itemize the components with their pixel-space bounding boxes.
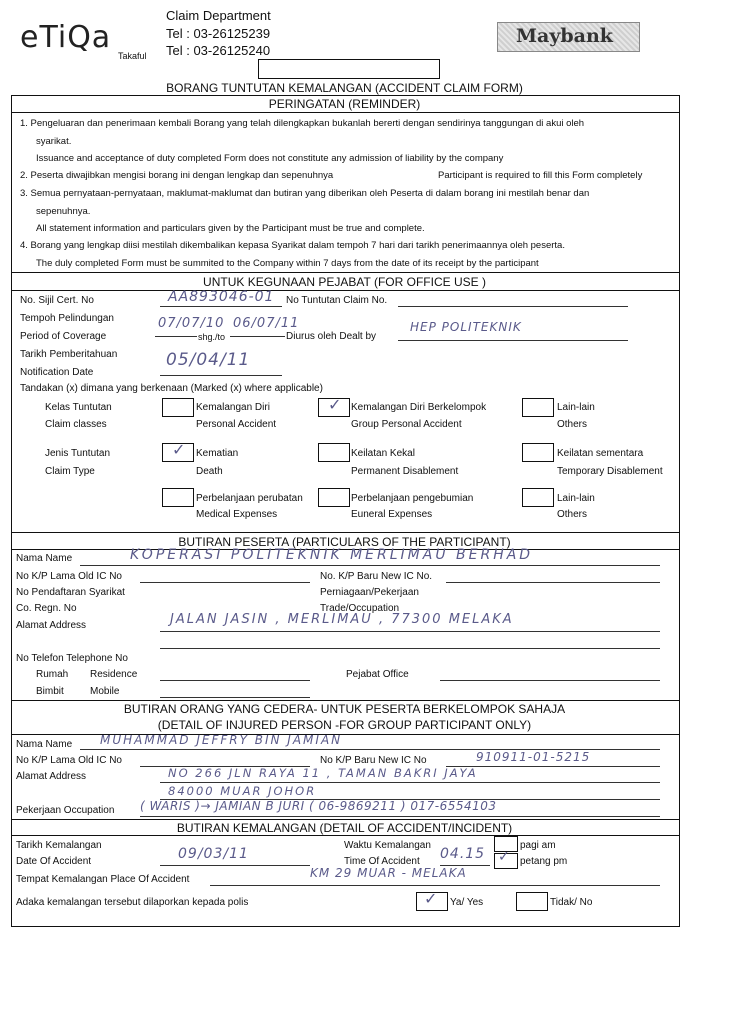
office-title: UNTUK KEGUNAAN PEJABAT (FOR OFFICE USE )	[203, 275, 486, 289]
divider	[11, 532, 679, 533]
yes-label: Ya/ Yes	[450, 897, 484, 908]
divider	[11, 835, 679, 836]
divider	[11, 272, 679, 273]
divider	[11, 700, 679, 701]
reminder-1a: 1. Pengeluaran dan penerimaan kembali Borang yang telah dilengkapkan bukanlah bererti dengan sendirinya tanggungan di akui oleh	[20, 118, 585, 129]
logo-subtitle: Takaful	[118, 51, 147, 61]
company-reg-label-en: Co. Regn. No	[16, 603, 77, 614]
injured-occupation-value[interactable]: ( WARIS )→ JAMIAN B JURI ( 06-9869211 ) 017-6554103	[140, 799, 497, 813]
reminder-2b: Participant is required to fill this Form completely	[438, 170, 643, 181]
reference-box[interactable]	[258, 59, 440, 79]
office-phone-label: Pejabat Office	[346, 669, 409, 680]
reminder-title: PERINGATAN (REMINDER)	[268, 97, 421, 111]
dealt-value[interactable]: HEP POLITEKNIK	[410, 320, 522, 334]
accident-time-label-en: Time Of Accident	[344, 856, 420, 867]
claim-no-underline[interactable]	[398, 306, 628, 307]
opt-medical: Perbelanjaan perubatan	[196, 493, 303, 504]
tick-mark: ✓	[172, 440, 186, 459]
accident-place-label: Tempat Kemalangan Place Of Accident	[16, 874, 190, 885]
checkbox-medical[interactable]	[162, 488, 194, 507]
divider	[11, 819, 679, 820]
telephone-label: No Telefon Telephone No	[16, 653, 128, 664]
am-label: pagi am	[520, 840, 556, 851]
divider	[11, 290, 679, 291]
underline	[160, 631, 660, 632]
checkbox-personal-accident[interactable]	[162, 398, 194, 417]
underline	[398, 340, 628, 341]
to-label: shg./to	[198, 332, 226, 342]
opt-gpa: Kemalangan Diri Berkelompok	[351, 402, 487, 413]
tick-mark: ✓	[498, 849, 510, 865]
opt-td: Keilatan sementara	[557, 448, 644, 459]
underline	[160, 375, 282, 376]
checkbox-funeral[interactable]	[318, 488, 350, 507]
reminder-4b: The duly completed Form must be summited to the Company within 7 days from the date of its receipt by the participant	[36, 258, 539, 269]
underline	[80, 565, 660, 566]
notif-label-en: Notification Date	[20, 367, 94, 378]
opt-others-2-en: Others	[557, 509, 588, 520]
claim-type-label-en: Claim Type	[45, 466, 95, 477]
phone-1: Tel : 03-26125239	[166, 26, 271, 41]
accident-date-label: Tarikh Kemalangan	[16, 840, 102, 851]
tick-mark: ✓	[328, 395, 342, 414]
underline	[446, 766, 660, 767]
checkbox-temporary-disablement[interactable]	[522, 443, 554, 462]
opt-funeral-en: Euneral Expenses	[351, 509, 433, 520]
underline	[210, 885, 660, 886]
accident-time-value[interactable]: 04.15	[440, 846, 486, 862]
underline	[160, 865, 310, 866]
opt-others-2: Lain-lain	[557, 493, 595, 504]
accident-place-value[interactable]: KM 29 MUAR - MELAKA	[310, 866, 467, 880]
trade-label: Perniagaan/Pekerjaan	[320, 587, 419, 598]
divider	[11, 112, 679, 113]
reminder-2a: 2. Peserta diwajibkan mengisi borang ini dengan lengkap dan sepenuhnya	[20, 170, 334, 181]
injured-address-2[interactable]: 84000 MUAR JOHOR	[168, 784, 317, 798]
injured-new-ic-label: No K/P Baru New IC No	[320, 755, 427, 766]
company-reg-label: No Pendaftaran Syarikat	[16, 587, 125, 598]
opt-others-en: Others	[557, 419, 588, 430]
opt-td-en: Temporary Disablement	[557, 466, 663, 477]
opt-medical-en: Medical Expenses	[196, 509, 278, 520]
reminder-1b: syarikat.	[36, 136, 72, 147]
maybank-logo-text: Maybank	[516, 25, 613, 47]
notif-label: Tarikh Pemberitahuan	[20, 349, 118, 360]
injured-name-value[interactable]: MUHAMMAD JEFFRY BIN JAMIAN	[100, 733, 343, 747]
participant-address-label: Alamat Address	[16, 620, 87, 631]
underline	[160, 697, 310, 698]
form-title: BORANG TUNTUTAN KEMALANGAN (ACCIDENT CLAIM FORM)	[166, 81, 523, 95]
rumah-label: Rumah	[36, 669, 69, 680]
opt-pd-en: Permanent Disablement	[351, 466, 459, 477]
underline	[155, 336, 197, 337]
phone-2: Tel : 03-26125240	[166, 43, 271, 58]
reminder-4a: 4. Borang yang lengkap diisi mestilah dikembalikan kepasa Syarikat dalam tempoh 7 hari dari tarikh penerimaannya oleh peserta.	[20, 240, 565, 251]
opt-funeral: Perbelanjaan pengebumian	[351, 493, 474, 504]
injured-old-ic-label: No K/P Lama Old IC No	[16, 755, 122, 766]
notif-value[interactable]: 05/04/11	[166, 350, 251, 370]
reminder-3b: sepenuhnya.	[36, 206, 91, 217]
opt-death: Kematian	[196, 448, 239, 459]
cert-label: No. Sijil Cert. No	[20, 295, 94, 306]
injured-occupation-label: Pekerjaan Occupation	[16, 805, 115, 816]
accident-date-value[interactable]: 09/03/11	[178, 846, 249, 862]
claim-class-label-en: Claim classes	[45, 419, 107, 430]
cert-value[interactable]: AA893046-01	[168, 289, 275, 305]
checkbox-others-2[interactable]	[522, 488, 554, 507]
participant-name-value[interactable]: KOPERASI POLITEKNIK MERLIMAU BERHAD	[130, 547, 534, 563]
residence-label: Residence	[90, 669, 138, 680]
injured-address-label: Alamat Address	[16, 771, 87, 782]
period-from[interactable]: 07/07/10	[158, 316, 225, 331]
underline	[446, 582, 660, 583]
opt-pd: Keilatan Kekal	[351, 448, 415, 459]
accident-time-label: Waktu Kemalangan	[344, 840, 431, 851]
underline	[160, 680, 310, 681]
period-to[interactable]: 06/07/11	[233, 316, 300, 331]
coverage-label-en: Period of Coverage	[20, 331, 107, 342]
cert-underline	[160, 306, 282, 307]
participant-old-ic-label: No K/P Lama Old IC No	[16, 571, 122, 582]
underline	[160, 782, 660, 783]
injured-name-label: Nama Name	[16, 739, 73, 750]
opt-pa-en: Personal Accident	[196, 419, 277, 430]
participant-title: BUTIRAN PESERTA (PARTICULARS OF THE PARTICIPANT)	[178, 535, 511, 549]
opt-gpa-en: Group Personal Accident	[351, 419, 462, 430]
pm-label: petang pm	[520, 856, 568, 867]
claim-type-label: Jenis Tuntutan	[45, 448, 111, 459]
bimbit-label: Bimbit	[36, 686, 64, 697]
reminder-1c: Issuance and acceptance of duty completed Form does not constitute any admission of liability by the company	[36, 153, 504, 164]
injured-address-1[interactable]: NO 266 JLN RAYA 11 , TAMAN BAKRI JAYA	[168, 766, 478, 780]
police-report-label: Adaka kemalangan tersebut dilaporkan kepada polis	[16, 897, 249, 908]
tick-mark: ✓	[424, 889, 438, 908]
underline	[140, 582, 310, 583]
checkbox-others[interactable]	[522, 398, 554, 417]
accident-title: BUTIRAN KEMALANGAN (DETAIL OF ACCIDENT/INCIDENT)	[176, 821, 513, 835]
etiqa-logo: eTiQa	[20, 20, 112, 55]
underline	[230, 336, 285, 337]
reminder-3a: 3. Semua pernyataan-pernyataan, maklumat-maklumat dan butiran yang diberikan oleh Peserta di dalam borang ini mestilah benar dan	[20, 188, 590, 199]
coverage-label: Tempoh Pelindungan	[20, 313, 114, 324]
underline	[440, 680, 660, 681]
no-label: Tidak/ No	[550, 897, 593, 908]
participant-new-ic-label: No. K/P Baru New IC No.	[320, 571, 433, 582]
checkbox-permanent-disablement[interactable]	[318, 443, 350, 462]
underline	[140, 816, 660, 817]
injured-title: BUTIRAN ORANG YANG CEDERA- UNTUK PESERTA BERKELOMPOK SAHAJA	[123, 702, 566, 716]
underline	[160, 648, 660, 649]
reminder-3c: All statement information and particulars given by the Participant must be true and complete.	[36, 223, 425, 234]
claim-no-label: No Tuntutan Claim No.	[286, 295, 388, 306]
injured-subtitle: (DETAIL OF INJURED PERSON -FOR GROUP PARTICIPANT ONLY)	[157, 718, 532, 732]
accident-date-label-en: Date Of Accident	[16, 856, 92, 867]
opt-others: Lain-lain	[557, 402, 595, 413]
participant-address-value[interactable]: JALAN JASIN , MERLIMAU , 77300 MELAKA	[170, 612, 514, 627]
injured-new-ic-value[interactable]: 910911-01-5215	[476, 750, 591, 764]
participant-name-label: Nama Name	[16, 553, 73, 564]
opt-pa: Kemalangan Diri	[196, 402, 270, 413]
claim-class-label: Kelas Tuntutan	[45, 402, 112, 413]
trade-label-en: Trade/Occupation	[320, 603, 400, 614]
opt-death-en: Death	[196, 466, 223, 477]
dealt-label: Diurus oleh Dealt by	[286, 331, 377, 342]
mark-instruction: Tandakan (x) dimana yang berkenaan (Marked (x) where applicable)	[20, 383, 323, 394]
checkbox-no[interactable]	[516, 892, 548, 911]
mobile-label: Mobile	[90, 686, 120, 697]
maybank-logo	[497, 22, 640, 52]
claim-department: Claim Department	[166, 8, 271, 23]
